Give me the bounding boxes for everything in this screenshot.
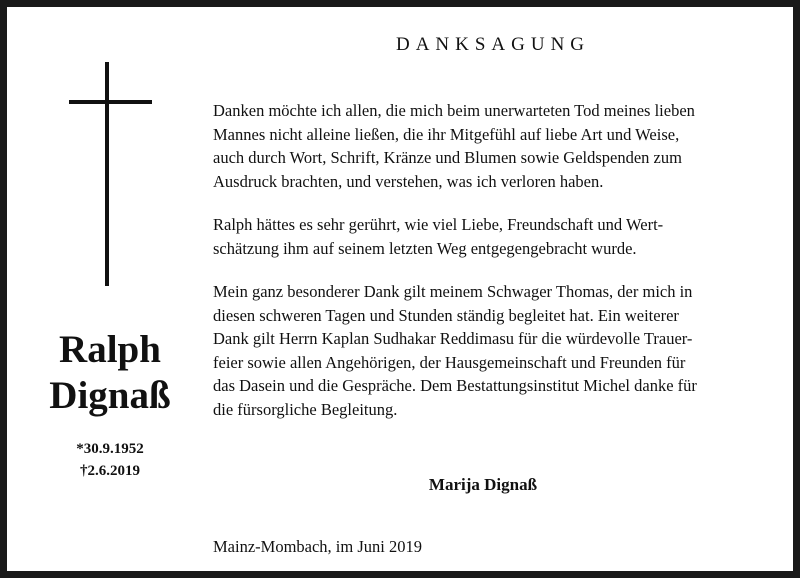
text-line: feier sowie allen Angehörigen, der Hausgemeinschaft und Freunden für <box>213 352 686 372</box>
text-line: Dank gilt Herrn Kaplan Sudhakar Reddimasu für die würdevolle Trauer- <box>213 329 693 348</box>
message-text <box>213 99 773 441</box>
death-date: †2.6.2019 <box>80 463 140 479</box>
text-line: Mein ganz besonderer Dank gilt meinem Schwager Thomas, der mich in <box>213 282 693 301</box>
paragraph-3 <box>213 280 773 421</box>
text-line: das Dasein und die Gespräche. Dem Bestattungsinstitut Michel danke für <box>213 376 697 395</box>
text-line: Ralph hättes es sehr gerührt, wie viel Liebe, Freundschaft und Wert- <box>213 215 664 234</box>
text-line: auch durch Wort, Schrift, Kränze und Blumen sowie Geldspenden zum <box>213 148 682 167</box>
deceased-name <box>25 327 195 419</box>
text-line: Mannes nicht alleine ließen, die ihr Mitgefühl auf liebe Art und Weise, <box>213 124 680 144</box>
text-line: die fürsorgliche Begleitung. <box>213 399 398 419</box>
place-date: Mainz-Mombach, im Juni 2019 <box>213 537 422 556</box>
paragraph-2 <box>213 213 773 260</box>
cross-horizontal-bar <box>69 100 152 104</box>
birth-date: *30.9.1952 <box>76 441 144 457</box>
text-line: schätzung ihm auf seinem letzten Weg entgegengebracht wurde. <box>213 238 637 258</box>
text-line: Ausdruck brachten, und verstehen, was ich verloren haben. <box>213 171 604 191</box>
life-dates <box>25 438 195 482</box>
cross-vertical-bar <box>105 62 109 286</box>
paragraph-1 <box>213 99 773 193</box>
text-line: diesen schweren Tagen und Stunden ständig begleitet hat. Ein weiterer <box>213 305 679 325</box>
heading: DANKSAGUNG <box>395 34 591 55</box>
signature: Marija Dignaß <box>428 475 538 494</box>
first-name: Ralph <box>59 328 161 371</box>
last-name: Dignaß <box>49 374 171 417</box>
text-line: Danken möchte ich allen, die mich beim unerwarteten Tod meines lieben <box>213 101 695 120</box>
